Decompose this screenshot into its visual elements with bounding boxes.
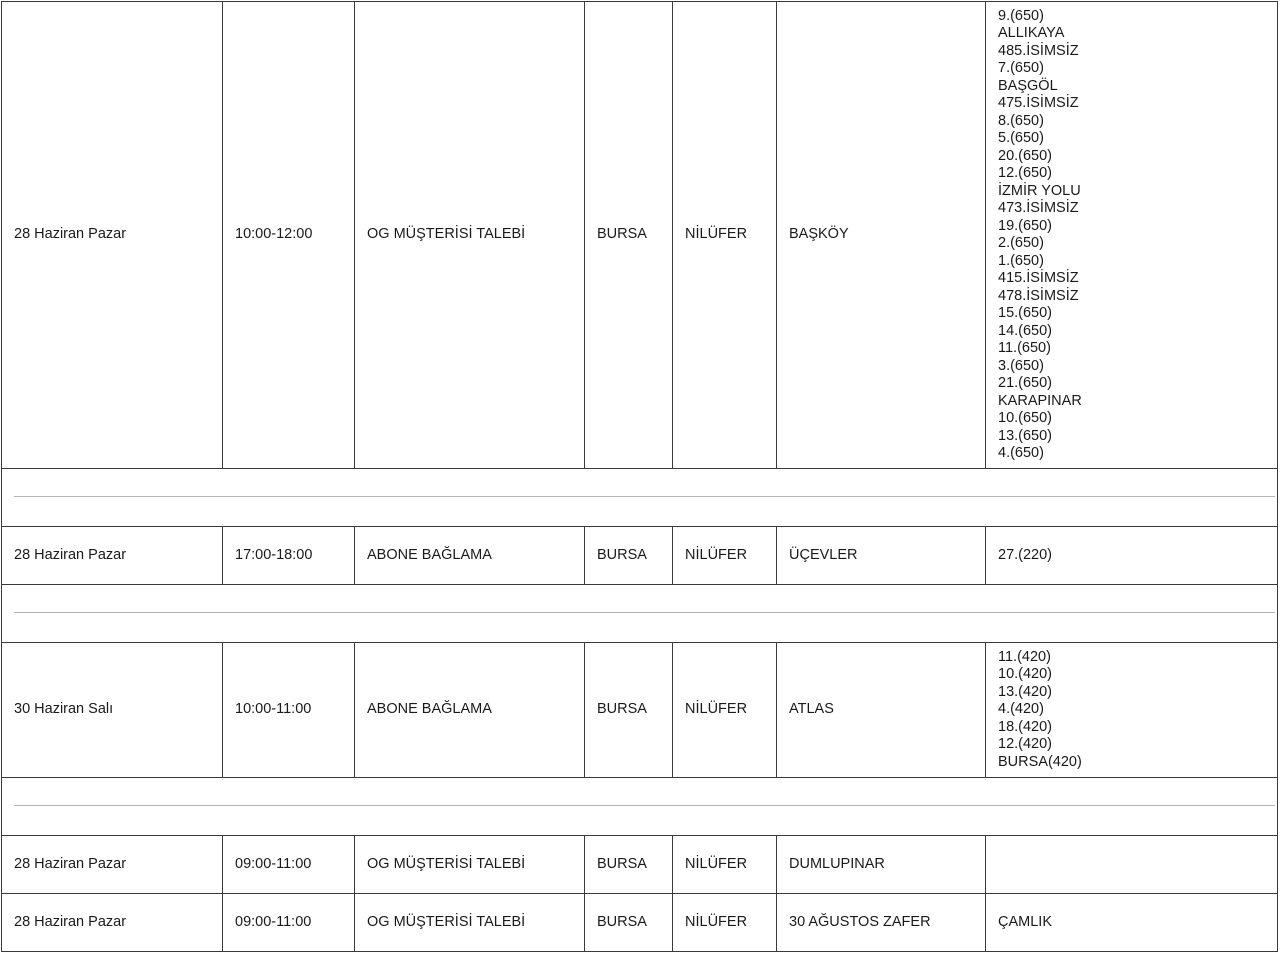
spacer-cell [2, 469, 1278, 527]
time-cell: 17:00-18:00 [223, 527, 355, 585]
district-cell: NİLÜFER [673, 643, 777, 778]
street-item: ÇAMLIK [998, 913, 1052, 930]
street-item: 27.(220) [998, 546, 1053, 563]
neighborhood-cell: ATLAS [777, 643, 986, 778]
spacer-cell [2, 585, 1278, 643]
street-item: 475.İSİMSİZ [998, 95, 1079, 111]
street-item: 11.(420) [998, 648, 1051, 665]
table-row [2, 643, 1278, 778]
reason-cell: OG MÜŞTERİSİ TALEBİ [355, 836, 585, 894]
reason-cell: ABONE BAĞLAMA [355, 527, 585, 585]
street-item: 13.(420) [998, 683, 1053, 700]
street-item: BURSA(420) [998, 753, 1082, 770]
date-cell: 28 Haziran Pazar [2, 894, 223, 952]
neighborhood-cell: BAŞKÖY [777, 2, 986, 469]
time-cell: 09:00-11:00 [223, 894, 355, 952]
table-row [2, 2, 1278, 469]
spacer-cell [2, 778, 1278, 836]
spacer-row [2, 585, 1278, 643]
district-cell: NİLÜFER [673, 836, 777, 894]
date-cell: 28 Haziran Pazar [2, 836, 223, 894]
neighborhood-cell: 30 AĞUSTOS ZAFER [777, 894, 986, 952]
street-item: 11.(650) [998, 340, 1051, 356]
reason-cell: ABONE BAĞLAMA [355, 643, 585, 778]
neighborhood-cell: ÜÇEVLER [777, 527, 986, 585]
street-item: 415.İSİMSİZ [998, 270, 1079, 286]
street-item: 485.İSİMSİZ [998, 42, 1079, 59]
street-item: İZMİR YOLU [998, 182, 1081, 199]
street-item: 19.(650) [998, 217, 1053, 234]
streets-cell [986, 643, 1278, 778]
street-item: 14.(650) [998, 322, 1053, 339]
date-cell: 28 Haziran Pazar [2, 2, 223, 469]
street-item: 10.(650) [998, 410, 1053, 426]
street-item: 18.(420) [998, 718, 1053, 735]
table-row [2, 527, 1278, 585]
district-cell: NİLÜFER [673, 527, 777, 585]
street-item: 5.(650) [998, 130, 1044, 146]
street-item: 1.(650) [998, 252, 1044, 269]
street-item: KARAPINAR [998, 392, 1082, 409]
street-item: 20.(650) [998, 147, 1053, 164]
streets-cell [986, 2, 1278, 469]
neighborhood-cell: DUMLUPINAR [777, 836, 986, 894]
street-item: 478.İSİMSİZ [998, 287, 1079, 304]
street-item: 473.İSİMSİZ [998, 200, 1079, 216]
street-list [998, 649, 1265, 772]
table-row [2, 894, 1278, 952]
street-item: 3.(650) [998, 357, 1044, 374]
street-item: ALLIKAYA [998, 25, 1065, 41]
district-cell: NİLÜFER [673, 2, 777, 469]
street-item: 15.(650) [998, 305, 1053, 321]
city-cell: BURSA [585, 643, 673, 778]
spacer-row [2, 469, 1278, 527]
street-item: 4.(420) [998, 701, 1044, 718]
streets-cell [986, 836, 1278, 894]
street-item: 12.(650) [998, 165, 1053, 181]
street-item: 13.(650) [998, 427, 1053, 444]
street-item: 7.(650) [998, 60, 1044, 76]
street-list [998, 547, 1265, 565]
time-cell: 10:00-12:00 [223, 2, 355, 469]
street-item: 8.(650) [998, 112, 1044, 129]
city-cell: BURSA [585, 2, 673, 469]
date-cell: 28 Haziran Pazar [2, 527, 223, 585]
street-item: 2.(650) [998, 235, 1044, 251]
time-cell: 09:00-11:00 [223, 836, 355, 894]
street-item: 9.(650) [998, 7, 1044, 24]
divider-line [14, 805, 1275, 806]
reason-cell: OG MÜŞTERİSİ TALEBİ [355, 2, 585, 469]
divider-line [14, 612, 1275, 613]
street-item: 21.(650) [998, 375, 1053, 391]
street-item: 10.(420) [998, 666, 1053, 683]
time-cell: 10:00-11:00 [223, 643, 355, 778]
streets-cell [986, 527, 1278, 585]
street-item: 4.(650) [998, 445, 1044, 461]
spacer-row [2, 778, 1278, 836]
district-cell: NİLÜFER [673, 894, 777, 952]
street-item: BAŞGÖL [998, 77, 1058, 94]
city-cell: BURSA [585, 527, 673, 585]
streets-cell [986, 894, 1278, 952]
divider-line [14, 496, 1275, 497]
city-cell: BURSA [585, 894, 673, 952]
table-row [2, 836, 1278, 894]
outage-table [1, 1, 1278, 952]
street-item: 12.(420) [998, 736, 1053, 753]
city-cell: BURSA [585, 836, 673, 894]
reason-cell: OG MÜŞTERİSİ TALEBİ [355, 894, 585, 952]
date-cell: 30 Haziran Salı [2, 643, 223, 778]
street-list [998, 914, 1265, 932]
street-list [998, 8, 1265, 463]
